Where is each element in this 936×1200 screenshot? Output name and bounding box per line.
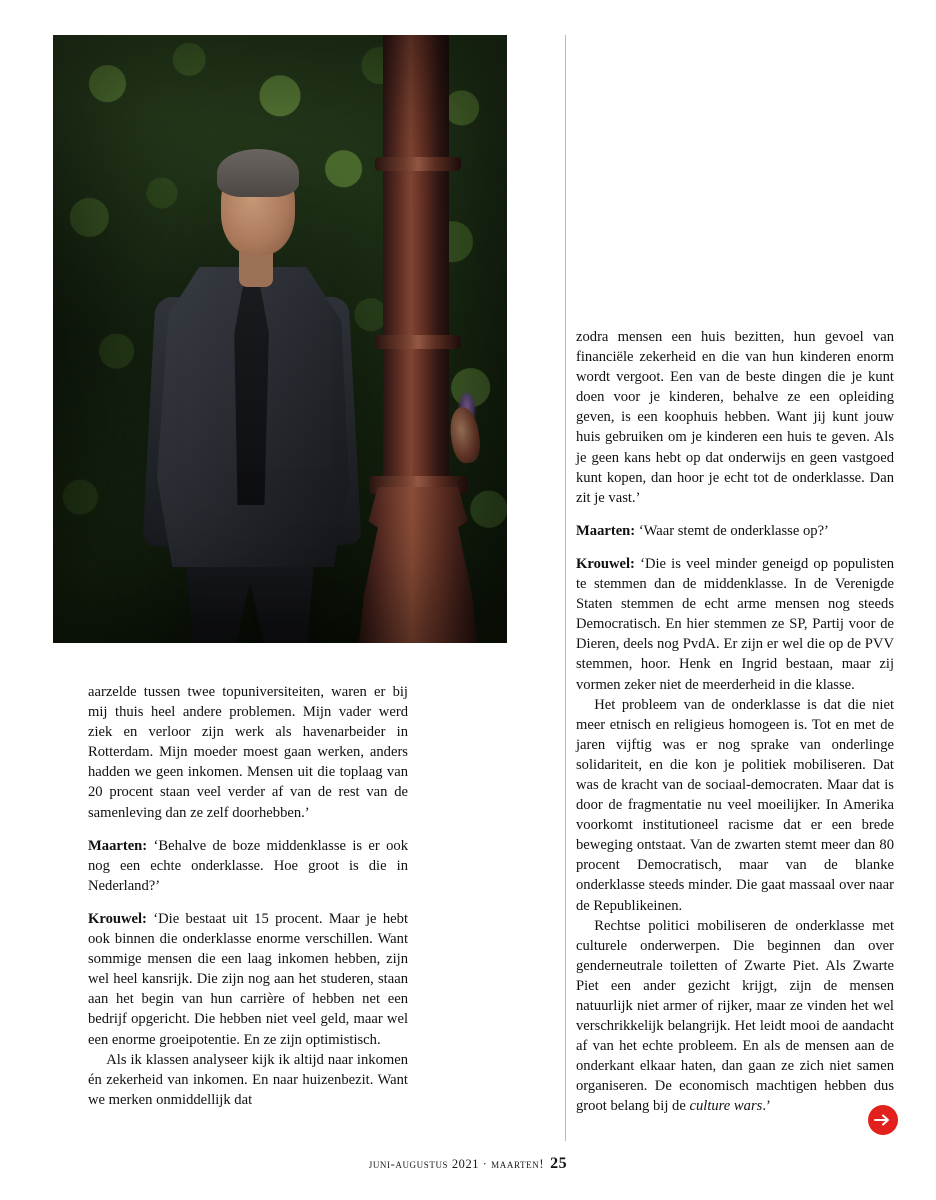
qa-text: ‘Behalve de boze middenklasse is er ook nog een echte onderklasse. Hoe groot is die in Nederland?’ — [88, 837, 408, 894]
speaker-label: Maarten: — [576, 522, 636, 539]
column-divider — [565, 35, 566, 1141]
paragraph: Het probleem van de onderklasse is dat die niet meer etnisch en religieus homogeen is. Tot en met de jaren vijftig was er nog sprake van onderlinge solidariteit, en die kon je politiek mobiliseren. Dat was de kracht van de sociaal-democraten. Maar dat is door de fragmentatie nu veel moeilijker. In Amerika voorkomt institutioneel racisme dat er een brede beweging ontstaat. Van de zwarten stemt meer dan 80 procent Democratisch, maar van de blanke onderklasse steeds minder. Die gaat massaal over naar de Republikeinen. — [576, 696, 894, 914]
paragraph-with-italic — [576, 916, 894, 1117]
footer-issue-label: juni-augustus 2021 · maarten! — [368, 1157, 545, 1171]
speaker-label: Krouwel: — [88, 910, 147, 927]
paragraph-text-before: Rechtse politici mobiliseren de onderklasse met culturele onderwerpen. Die beginnen dan over genderneutrale toiletten of Zwarte Piet. Als Zwarte Piet een ander gezicht krijgt, zijn de mensen natuurlijk niet armer of rijker, maar ze vinden het wel verschrikkelijk belangrijk. Het leidt mooi de aandacht af van het echte probleem. En als de mensen aan de onderkant elkaar haten, dan gaan ze zich niet samen organiseren. De economisch machtigen hebben dus groot belang bij de — [576, 917, 894, 1115]
qa-text: ‘Die is veel minder geneigd op populisten te stemmen dan de middenklasse. In de Verenigde Staten stemmen de echt arme mensen nog steeds Democratisch. En hier stemmen ze SP, Partij voor de Dieren, deels nog PvdA. Er zijn er wel die op de PVV stemmen, hoor. Henk en Ingrid bestaan, maar zij vormen zeker niet de meerderheid in die klasse. — [576, 555, 894, 693]
article-photo — [53, 35, 507, 643]
qa-paragraph — [88, 836, 408, 896]
paragraph-text-after: .’ — [762, 1098, 771, 1115]
paragraph: aarzelde tussen twee topuniversiteiten, waren er bij mij thuis heel andere problemen. Mijn vader werd ziek en verloor zijn werk als havenarbeider in Rotterdam. Mijn moeder moest gaan werken, anders hadden we geen inkomen. Mensen uit die toplaag van 20 procent staan veel verder af van de rest van de samenleving dan ze zelf doorhebben.’ — [88, 684, 408, 821]
continue-arrow-icon — [868, 1105, 898, 1135]
qa-paragraph — [88, 909, 408, 1050]
italic-term: culture wars — [689, 1098, 763, 1115]
paragraph: Als ik klassen analyseer kijk ik altijd naar inkomen én zekerheid van inkomen. En naar huizenbezit. Want we merken onmiddellijk dat — [88, 1051, 408, 1108]
right-text-column — [576, 327, 894, 1117]
qa-text: ‘Waar stemt de onderklasse op?’ — [635, 522, 829, 539]
qa-paragraph — [576, 554, 894, 695]
page-number: 25 — [550, 1155, 568, 1172]
photo-vignette — [53, 35, 507, 643]
paragraph: zodra mensen een huis bezitten, hun gevoel van financiële zekerheid en die van hun kinderen enorm wordt vergoot. Een van de beste dingen die je kunt doen voor je kinderen, behalve ze een opleiding geven, is een koophuis hebben. Want jij kunt jouw huis gebruiken om je kinderen een huis te geven. Als je geen kans hebt op dat onderwijs en geen vastgoed kunt kopen, dan hoor je echt tot de onderklasse. Dan zit je vast.’ — [576, 329, 894, 506]
speaker-label: Krouwel: — [576, 555, 635, 572]
qa-text: ‘Die bestaat uit 15 procent. Maar je hebt ook binnen die onderklasse enorme verschillen. Want sommige mensen die een laag inkomen hebben, zijn wel heel kansrijk. Die zijn nog aan het studeren, staan aan het begin van hun carrière of hebben net een bedrijf opgericht. Die hebben niet veel geld, maar wel een enorme groeipotentie. En ze zijn optimistisch. — [88, 910, 408, 1048]
page-footer — [0, 1155, 936, 1173]
left-text-column — [88, 682, 408, 1110]
qa-paragraph — [576, 521, 894, 541]
speaker-label: Maarten: — [88, 837, 148, 854]
